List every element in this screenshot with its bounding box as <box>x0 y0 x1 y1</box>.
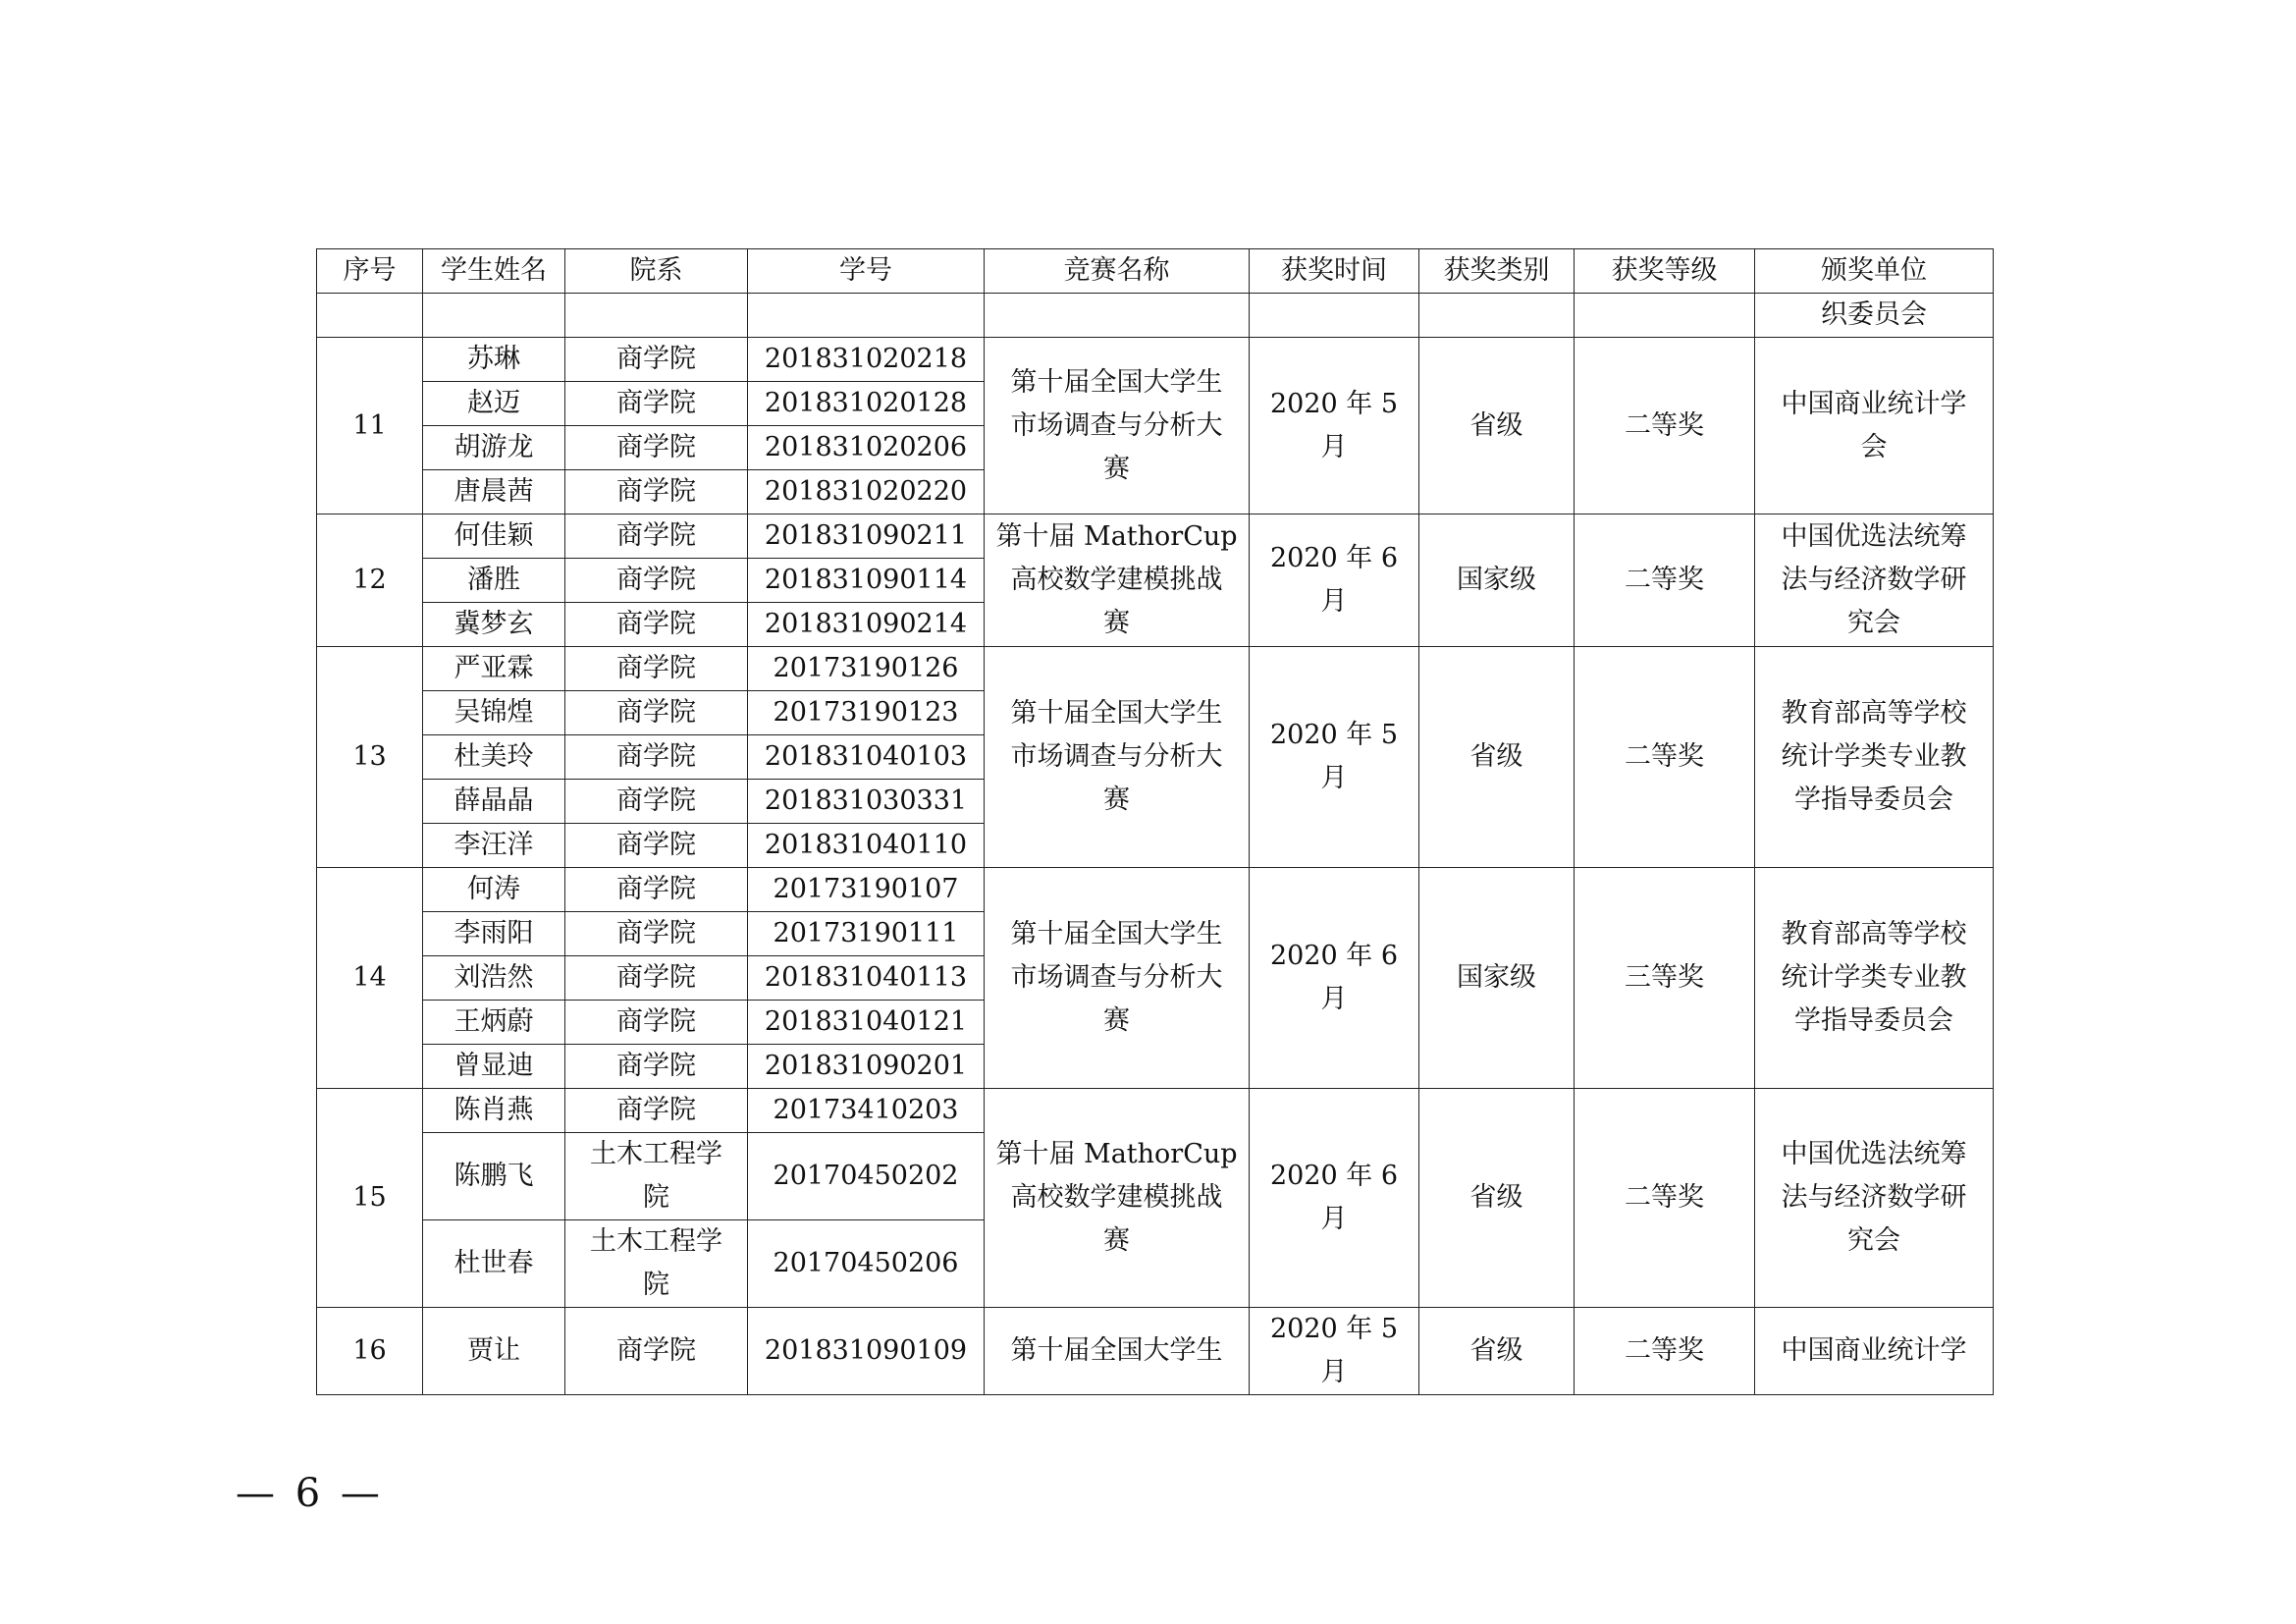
student-id-cell: 201831040113 <box>748 956 985 1001</box>
award-category-cell: 省级 <box>1419 1089 1575 1308</box>
empty-cell <box>1575 294 1755 338</box>
table-row <box>317 1089 1994 1133</box>
competition-cell: 第十届全国大学生 市场调查与分析大 赛 <box>985 338 1250 514</box>
department-cell: 商学院 <box>565 956 748 1001</box>
empty-cell <box>565 294 748 338</box>
award-category-cell: 国家级 <box>1419 868 1575 1089</box>
student-name-cell: 贾让 <box>423 1308 565 1395</box>
table-row <box>317 1308 1994 1395</box>
student-name-cell: 李汪洋 <box>423 824 565 868</box>
issuer-cell: 中国商业统计学 会 <box>1755 338 1994 514</box>
header-award-time: 获奖时间 <box>1250 249 1419 294</box>
student-id-cell: 201831020128 <box>748 382 985 426</box>
student-id-cell: 20173190126 <box>748 647 985 691</box>
award-time-cell: 2020 年 5 月 <box>1250 647 1419 868</box>
header-award-category: 获奖类别 <box>1419 249 1575 294</box>
department-cell: 商学院 <box>565 780 748 824</box>
student-id-cell: 201831030331 <box>748 780 985 824</box>
issuer-cell: 中国优选法统筹 法与经济数学研 究会 <box>1755 514 1994 647</box>
department-cell: 商学院 <box>565 514 748 559</box>
table-body <box>317 294 1994 1395</box>
student-name-cell: 曾显迪 <box>423 1045 565 1089</box>
student-id-cell: 201831040121 <box>748 1001 985 1045</box>
department-cell: 商学院 <box>565 1089 748 1133</box>
table-row <box>317 868 1994 912</box>
student-id-cell: 20173190123 <box>748 691 985 735</box>
department-cell: 土木工程学 院 <box>565 1133 748 1220</box>
student-name-cell: 陈鹏飞 <box>423 1133 565 1220</box>
student-name-cell: 李雨阳 <box>423 912 565 956</box>
issuer-cell: 教育部高等学校 统计学类专业教 学指导委员会 <box>1755 647 1994 868</box>
student-id-cell: 201831020218 <box>748 338 985 382</box>
student-name-cell: 刘浩然 <box>423 956 565 1001</box>
header-department: 院系 <box>565 249 748 294</box>
department-cell: 商学院 <box>565 338 748 382</box>
index-cell: 12 <box>317 514 423 647</box>
department-cell: 商学院 <box>565 824 748 868</box>
student-name-cell: 王炳蔚 <box>423 1001 565 1045</box>
student-name-cell: 何涛 <box>423 868 565 912</box>
competition-cell: 第十届 MathorCup 高校数学建模挑战 赛 <box>985 514 1250 647</box>
header-competition: 竞赛名称 <box>985 249 1250 294</box>
empty-cell <box>1419 294 1575 338</box>
empty-cell <box>748 294 985 338</box>
student-name-cell: 严亚霖 <box>423 647 565 691</box>
student-name-cell: 潘胜 <box>423 559 565 603</box>
empty-cell <box>317 294 423 338</box>
issuer-cell: 织委员会 <box>1755 294 1994 338</box>
continuation-row <box>317 294 1994 338</box>
student-name-cell: 何佳颖 <box>423 514 565 559</box>
header-student-id: 学号 <box>748 249 985 294</box>
index-cell: 16 <box>317 1308 423 1395</box>
student-name-cell: 赵迈 <box>423 382 565 426</box>
student-id-cell: 201831020220 <box>748 470 985 514</box>
header-award-level: 获奖等级 <box>1575 249 1755 294</box>
competition-cell: 第十届全国大学生 <box>985 1308 1250 1395</box>
student-id-cell: 20170450206 <box>748 1220 985 1308</box>
award-category-cell: 省级 <box>1419 647 1575 868</box>
header-student-name: 学生姓名 <box>423 249 565 294</box>
student-id-cell: 20170450202 <box>748 1133 985 1220</box>
award-time-cell: 2020 年 5 月 <box>1250 338 1419 514</box>
department-cell: 商学院 <box>565 559 748 603</box>
department-cell: 商学院 <box>565 912 748 956</box>
student-name-cell: 杜世春 <box>423 1220 565 1308</box>
empty-cell <box>1250 294 1419 338</box>
department-cell: 商学院 <box>565 691 748 735</box>
student-id-cell: 201831090214 <box>748 603 985 647</box>
header-row <box>317 249 1994 294</box>
student-id-cell: 20173410203 <box>748 1089 985 1133</box>
issuer-cell: 教育部高等学校 统计学类专业教 学指导委员会 <box>1755 868 1994 1089</box>
award-time-cell: 2020 年 6 月 <box>1250 514 1419 647</box>
award-level-cell: 二等奖 <box>1575 1308 1755 1395</box>
student-id-cell: 201831020206 <box>748 426 985 470</box>
student-name-cell: 冀梦玄 <box>423 603 565 647</box>
student-name-cell: 胡游龙 <box>423 426 565 470</box>
department-cell: 商学院 <box>565 470 748 514</box>
student-id-cell: 20173190107 <box>748 868 985 912</box>
competition-cell: 第十届全国大学生 市场调查与分析大 赛 <box>985 868 1250 1089</box>
index-cell: 11 <box>317 338 423 514</box>
student-name-cell: 薛晶晶 <box>423 780 565 824</box>
award-time-cell: 2020 年 6 月 <box>1250 868 1419 1089</box>
department-cell: 商学院 <box>565 382 748 426</box>
award-table <box>316 248 1994 1395</box>
student-id-cell: 201831090109 <box>748 1308 985 1395</box>
department-cell: 商学院 <box>565 1045 748 1089</box>
student-id-cell: 20173190111 <box>748 912 985 956</box>
award-level-cell: 二等奖 <box>1575 1089 1755 1308</box>
student-id-cell: 201831090114 <box>748 559 985 603</box>
competition-cell: 第十届 MathorCup 高校数学建模挑战 赛 <box>985 1089 1250 1308</box>
award-level-cell: 二等奖 <box>1575 338 1755 514</box>
student-id-cell: 201831040110 <box>748 824 985 868</box>
award-level-cell: 二等奖 <box>1575 647 1755 868</box>
department-cell: 土木工程学 院 <box>565 1220 748 1308</box>
header-index: 序号 <box>317 249 423 294</box>
award-category-cell: 省级 <box>1419 338 1575 514</box>
department-cell: 商学院 <box>565 735 748 780</box>
award-time-cell: 2020 年 5 月 <box>1250 1308 1419 1395</box>
header-issuer: 颁奖单位 <box>1755 249 1994 294</box>
empty-cell <box>985 294 1250 338</box>
index-cell: 14 <box>317 868 423 1089</box>
department-cell: 商学院 <box>565 1308 748 1395</box>
index-cell: 15 <box>317 1089 423 1308</box>
department-cell: 商学院 <box>565 647 748 691</box>
student-id-cell: 201831040103 <box>748 735 985 780</box>
page-number: — 6 — <box>236 1471 384 1516</box>
department-cell: 商学院 <box>565 1001 748 1045</box>
issuer-cell: 中国商业统计学 <box>1755 1308 1994 1395</box>
department-cell: 商学院 <box>565 426 748 470</box>
student-name-cell: 杜美玲 <box>423 735 565 780</box>
competition-cell: 第十届全国大学生 市场调查与分析大 赛 <box>985 647 1250 868</box>
award-category-cell: 国家级 <box>1419 514 1575 647</box>
student-name-cell: 吴锦煌 <box>423 691 565 735</box>
student-name-cell: 陈肖燕 <box>423 1089 565 1133</box>
student-name-cell: 唐晨茜 <box>423 470 565 514</box>
index-cell: 13 <box>317 647 423 868</box>
department-cell: 商学院 <box>565 603 748 647</box>
award-time-cell: 2020 年 6 月 <box>1250 1089 1419 1308</box>
table-row <box>317 338 1994 382</box>
table-row <box>317 514 1994 559</box>
award-level-cell: 二等奖 <box>1575 514 1755 647</box>
table-row <box>317 647 1994 691</box>
empty-cell <box>423 294 565 338</box>
award-level-cell: 三等奖 <box>1575 868 1755 1089</box>
department-cell: 商学院 <box>565 868 748 912</box>
award-category-cell: 省级 <box>1419 1308 1575 1395</box>
issuer-cell: 中国优选法统筹 法与经济数学研 究会 <box>1755 1089 1994 1308</box>
student-id-cell: 201831090201 <box>748 1045 985 1089</box>
student-name-cell: 苏琳 <box>423 338 565 382</box>
student-id-cell: 201831090211 <box>748 514 985 559</box>
